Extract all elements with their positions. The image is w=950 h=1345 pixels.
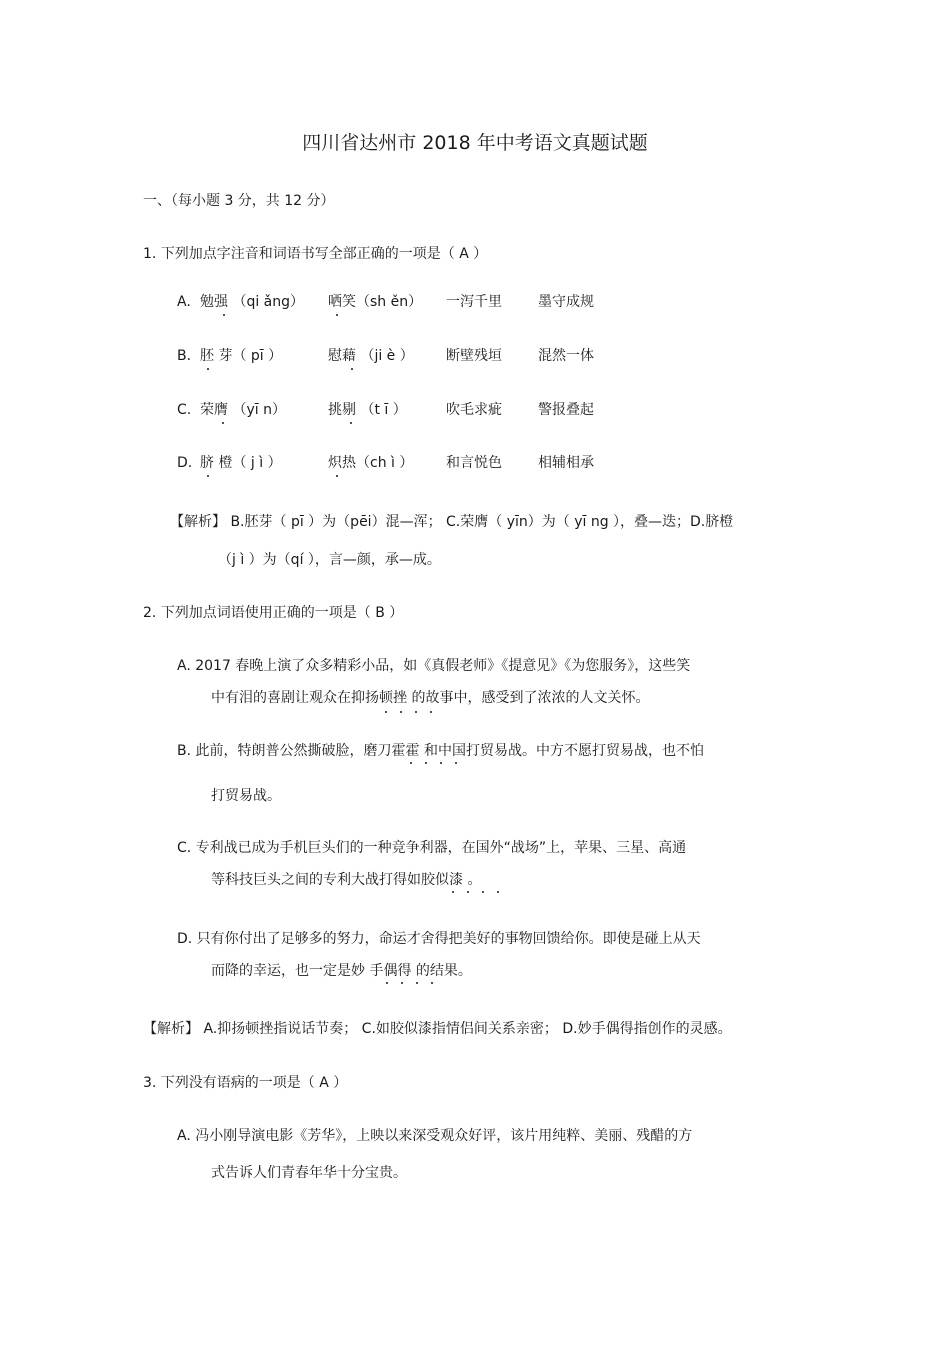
emphasis-dot bbox=[386, 982, 388, 984]
page-title: 四川省达州市 2018 年中考语文真题试题 bbox=[302, 132, 648, 154]
q2-stem: 2. 下列加点词语使用正确的一项是（ B ） bbox=[143, 605, 404, 621]
option-word-2: 哂笑（sh ěn） bbox=[328, 294, 423, 310]
q1-analysis-line-2: （j ì ）为（qí ），言—颜，承—成。 bbox=[218, 552, 441, 568]
emphasis-dot bbox=[482, 891, 484, 893]
option-word-2: 炽热（ch ì ） bbox=[328, 455, 414, 471]
option-word-4: 警报叠起 bbox=[538, 402, 594, 418]
option-word-3: 和言悦色 bbox=[446, 455, 502, 471]
option-label: A. bbox=[177, 294, 191, 310]
q3-option-a-line-1: A. 冯小刚导演电影《芳华》，上映以来深受观众好评，该片用纯粹、美丽、残醋的方 bbox=[177, 1128, 693, 1144]
emphasis-dot bbox=[455, 762, 457, 764]
option-word-4: 墨守成规 bbox=[538, 294, 594, 310]
emphasis-dot bbox=[440, 762, 442, 764]
emphasis-dot bbox=[336, 314, 338, 316]
q2-option-a-line-2: 中有泪的喜剧让观众在抑扬顿挫 的故事中，感受到了浓浓的人文关怀。 bbox=[211, 690, 650, 706]
emphasis-dot bbox=[222, 422, 224, 424]
q3-stem: 3. 下列没有语病的一项是（ A ） bbox=[143, 1075, 348, 1091]
emphasis-dot bbox=[425, 762, 427, 764]
q3-option-a-line-2: 式告诉人们青春年华十分宝贵。 bbox=[211, 1165, 407, 1181]
option-label: C. bbox=[177, 402, 192, 418]
option-word-3: 一泻千里 bbox=[446, 294, 502, 310]
q1-analysis-line-1: 【解析】 B.胚芽（ pī ）为（pēi）混—浑； C.荣膺（ yīn）为（ yī ng ），叠—迭；D.脐橙 bbox=[170, 514, 734, 530]
emphasis-dot bbox=[416, 982, 418, 984]
q2-option-c-line-2: 等科技巨头之间的专利大战打得如胶似漆 。 bbox=[211, 872, 482, 888]
emphasis-dot bbox=[401, 982, 403, 984]
emphasis-dot bbox=[385, 711, 387, 713]
option-word-1: 荣膺 （yī n） bbox=[200, 402, 286, 418]
emphasis-dot bbox=[431, 982, 433, 984]
emphasis-dot bbox=[467, 891, 469, 893]
option-word-2: 慰藉 （ji è ） bbox=[328, 348, 414, 364]
emphasis-dot bbox=[430, 711, 432, 713]
emphasis-dot bbox=[207, 475, 209, 477]
option-word-2: 挑剔 （t ī ） bbox=[328, 402, 407, 418]
emphasis-dot bbox=[415, 711, 417, 713]
emphasis-dot bbox=[223, 314, 225, 316]
option-word-3: 断壁残垣 bbox=[446, 348, 502, 364]
emphasis-dot bbox=[410, 762, 412, 764]
q2-option-b-line-2: 打贸易战。 bbox=[211, 788, 281, 804]
option-word-4: 相辅相承 bbox=[538, 455, 594, 471]
option-word-1: 脐 橙（ j ì ） bbox=[200, 455, 282, 471]
option-word-1: 勉强 （qi ǎng） bbox=[200, 294, 305, 310]
q2-option-d-line-2: 而降的幸运，也一定是妙 手偶得 的结果。 bbox=[211, 963, 472, 979]
emphasis-dot bbox=[207, 368, 209, 370]
emphasis-dot bbox=[351, 368, 353, 370]
q2-option-a-line-1: A. 2017 春晚上演了众多精彩小品，如《真假老师》《提意见》《为您服务》，这些笑 bbox=[177, 658, 691, 674]
emphasis-dot bbox=[336, 475, 338, 477]
emphasis-dot bbox=[452, 891, 454, 893]
emphasis-dot bbox=[497, 891, 499, 893]
emphasis-dot bbox=[350, 422, 352, 424]
option-label: D. bbox=[177, 455, 193, 471]
q2-analysis: 【解析】 A.抑扬顿挫指说话节奏； C.如胶似漆指情侣间关系亲密； D.妙手偶得指创作的灵感。 bbox=[143, 1021, 732, 1037]
emphasis-dot bbox=[400, 711, 402, 713]
section-header: 一、（每小题 3 分，共 12 分） bbox=[143, 193, 335, 209]
option-word-1: 胚 芽（ pī ） bbox=[200, 348, 283, 364]
q2-option-b-line-1: B. 此前，特朗普公然撕破脸，磨刀霍霍 和中国打贸易战。中方不愿打贸易战，也不怕 bbox=[177, 743, 704, 759]
option-label: B. bbox=[177, 348, 192, 364]
option-word-4: 混然一体 bbox=[538, 348, 594, 364]
option-word-3: 吹毛求疵 bbox=[446, 402, 502, 418]
q1-stem: 1. 下列加点字注音和词语书写全部正确的一项是（ A ） bbox=[143, 246, 488, 262]
q2-option-c-line-1: C. 专利战已成为手机巨头们的一种竞争利器，在国外“战场”上，苹果、三星、高通 bbox=[177, 840, 687, 856]
q2-option-d-line-1: D. 只有你付出了足够多的努力，命运才舍得把美好的事物回馈给你。即使是碰上从天 bbox=[177, 931, 701, 947]
